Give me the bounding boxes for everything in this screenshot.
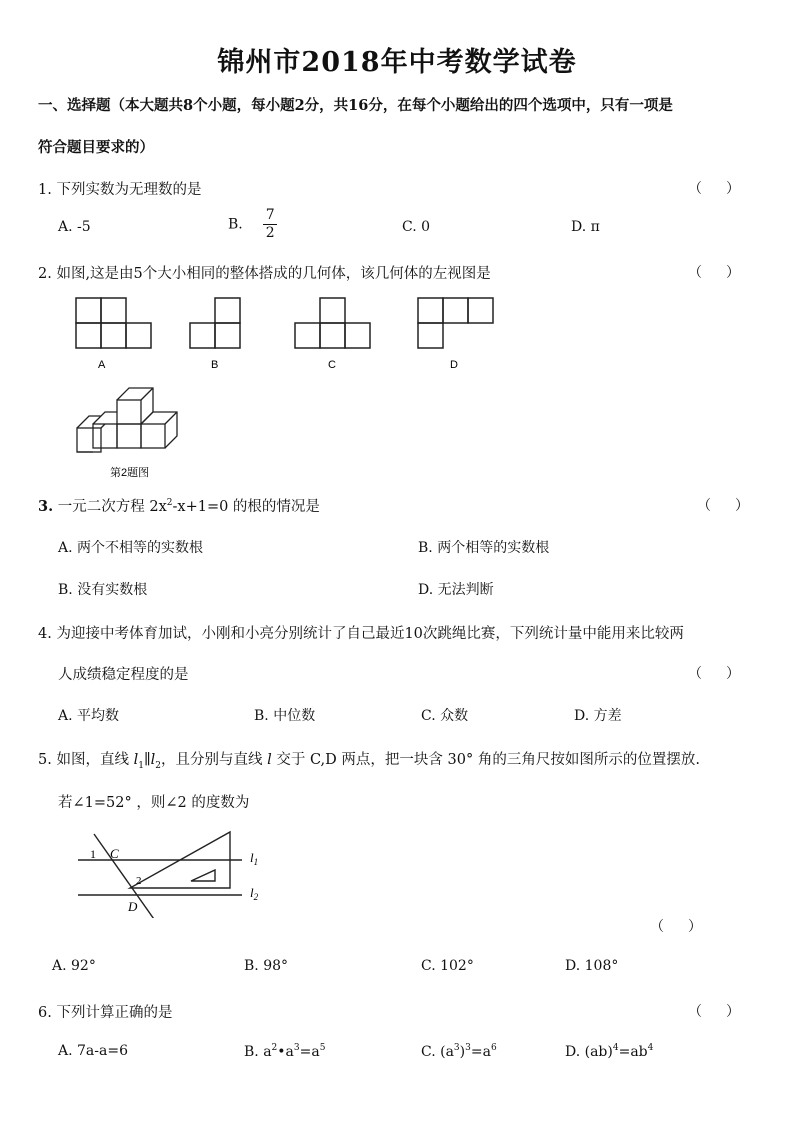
point-c-label: C xyxy=(110,846,119,861)
view-b-label: B xyxy=(211,359,219,371)
question-4-line1: 4. 为迎接中考体育加试，小刚和小亮分别统计了自己最近10次跳绳比赛，下列统计量中能用来比较两 xyxy=(38,626,684,642)
view-c-label: C xyxy=(328,359,336,371)
page-title: 锦州市2018年中考数学试卷 xyxy=(217,47,577,78)
question-1-option-a: A. -5 xyxy=(58,219,91,235)
question-2-figures xyxy=(60,290,520,490)
view-a-label: A xyxy=(98,359,106,371)
question-1-option-d: D. π xyxy=(571,219,600,235)
question-4-option-b: B. 中位数 xyxy=(254,708,316,724)
question-3-option-b2: B. 没有实数根 xyxy=(58,582,148,598)
view-b-shape xyxy=(190,298,240,348)
question-4-option-c: C. 众数 xyxy=(421,708,469,724)
question-5-line1: 5. 如图，直线 $l_1\parallel l_2$，且分别与直线 l 交于 C,D 两点，把一块含 30° 角的三角尺按如图所示的位置摆放. xyxy=(38,752,700,771)
question-5-option-a: A. 92° xyxy=(52,958,96,974)
figure-2-caption: 第2题图 xyxy=(110,467,150,479)
question-3-answer-blank: （ ） xyxy=(697,498,749,514)
question-3-option-b1: B. 两个相等的实数根 xyxy=(418,540,550,556)
question-6-option-c: C. $(a^3)^3=a^6$ xyxy=(421,1043,497,1060)
angle-1-label: 1 xyxy=(90,847,96,861)
question-6-answer-blank: （ ） xyxy=(688,1004,740,1020)
point-d-label: D xyxy=(128,899,138,914)
question-4-answer-blank: （ ） xyxy=(688,666,740,682)
question-6-option-a: A. 7a-a=6 xyxy=(58,1043,128,1059)
question-5-figure xyxy=(70,828,280,918)
question-3-option-a: A. 两个不相等的实数根 xyxy=(58,540,204,556)
question-5-option-d: D. 108° xyxy=(565,958,619,974)
cube-solid-figure xyxy=(77,388,177,452)
line-l1-label: $l_1$ xyxy=(250,850,259,867)
question-6-option-d: D. $(ab)^4=ab^4$ xyxy=(565,1043,654,1060)
question-3-text: 3. 一元二次方程 $2x^2-x+1=0$ 的根的情况是 xyxy=(38,498,320,515)
question-6-option-b: B. $a^2•a^3=a^5$ xyxy=(244,1043,326,1060)
question-6-text: 6. 下列计算正确的是 xyxy=(38,1005,173,1021)
question-4-option-d: D. 方差 xyxy=(574,708,622,724)
fraction-seven-halves: $\frac{7}{2}$ xyxy=(263,208,277,241)
question-5-answer-blank: （ ） xyxy=(650,919,702,935)
question-4-option-a: A. 平均数 xyxy=(58,708,120,724)
view-d-label: D xyxy=(450,359,458,371)
question-1-option-b: B. $\frac{7}{2}$ xyxy=(228,208,277,241)
question-4-line2: 人成绩稳定程度的是 xyxy=(58,667,189,683)
view-d-shape xyxy=(418,298,493,348)
question-1-option-c: C. 0 xyxy=(402,219,431,235)
question-5-line2: 若∠1=52° ，则∠2 的度数为 xyxy=(58,795,250,811)
view-c-shape xyxy=(295,298,370,348)
question-1-answer-blank: （ ） xyxy=(688,181,740,197)
line-l2-label: $l_2$ xyxy=(250,885,259,902)
question-2-answer-blank: （ ） xyxy=(688,265,740,281)
view-a-shape xyxy=(76,298,151,348)
question-5-option-c: C. 102° xyxy=(421,958,474,974)
section-heading-line1: 一、选择题（本大题共8个小题，每小题2分，共16分，在每个小题给出的四个选项中，只有一项是 xyxy=(38,97,673,114)
question-1-text: 1. 下列实数为无理数的是 xyxy=(38,182,202,198)
question-2-text: 2. 如图,这是由5个大小相同的整体搭成的几何体，该几何体的左视图是 xyxy=(38,266,491,282)
question-3-option-d: D. 无法判断 xyxy=(418,582,494,598)
question-5-option-b: B. 98° xyxy=(244,958,289,974)
angle-2-label: 2 xyxy=(136,875,142,887)
section-heading-line2: 符合题目要求的） xyxy=(38,139,154,156)
